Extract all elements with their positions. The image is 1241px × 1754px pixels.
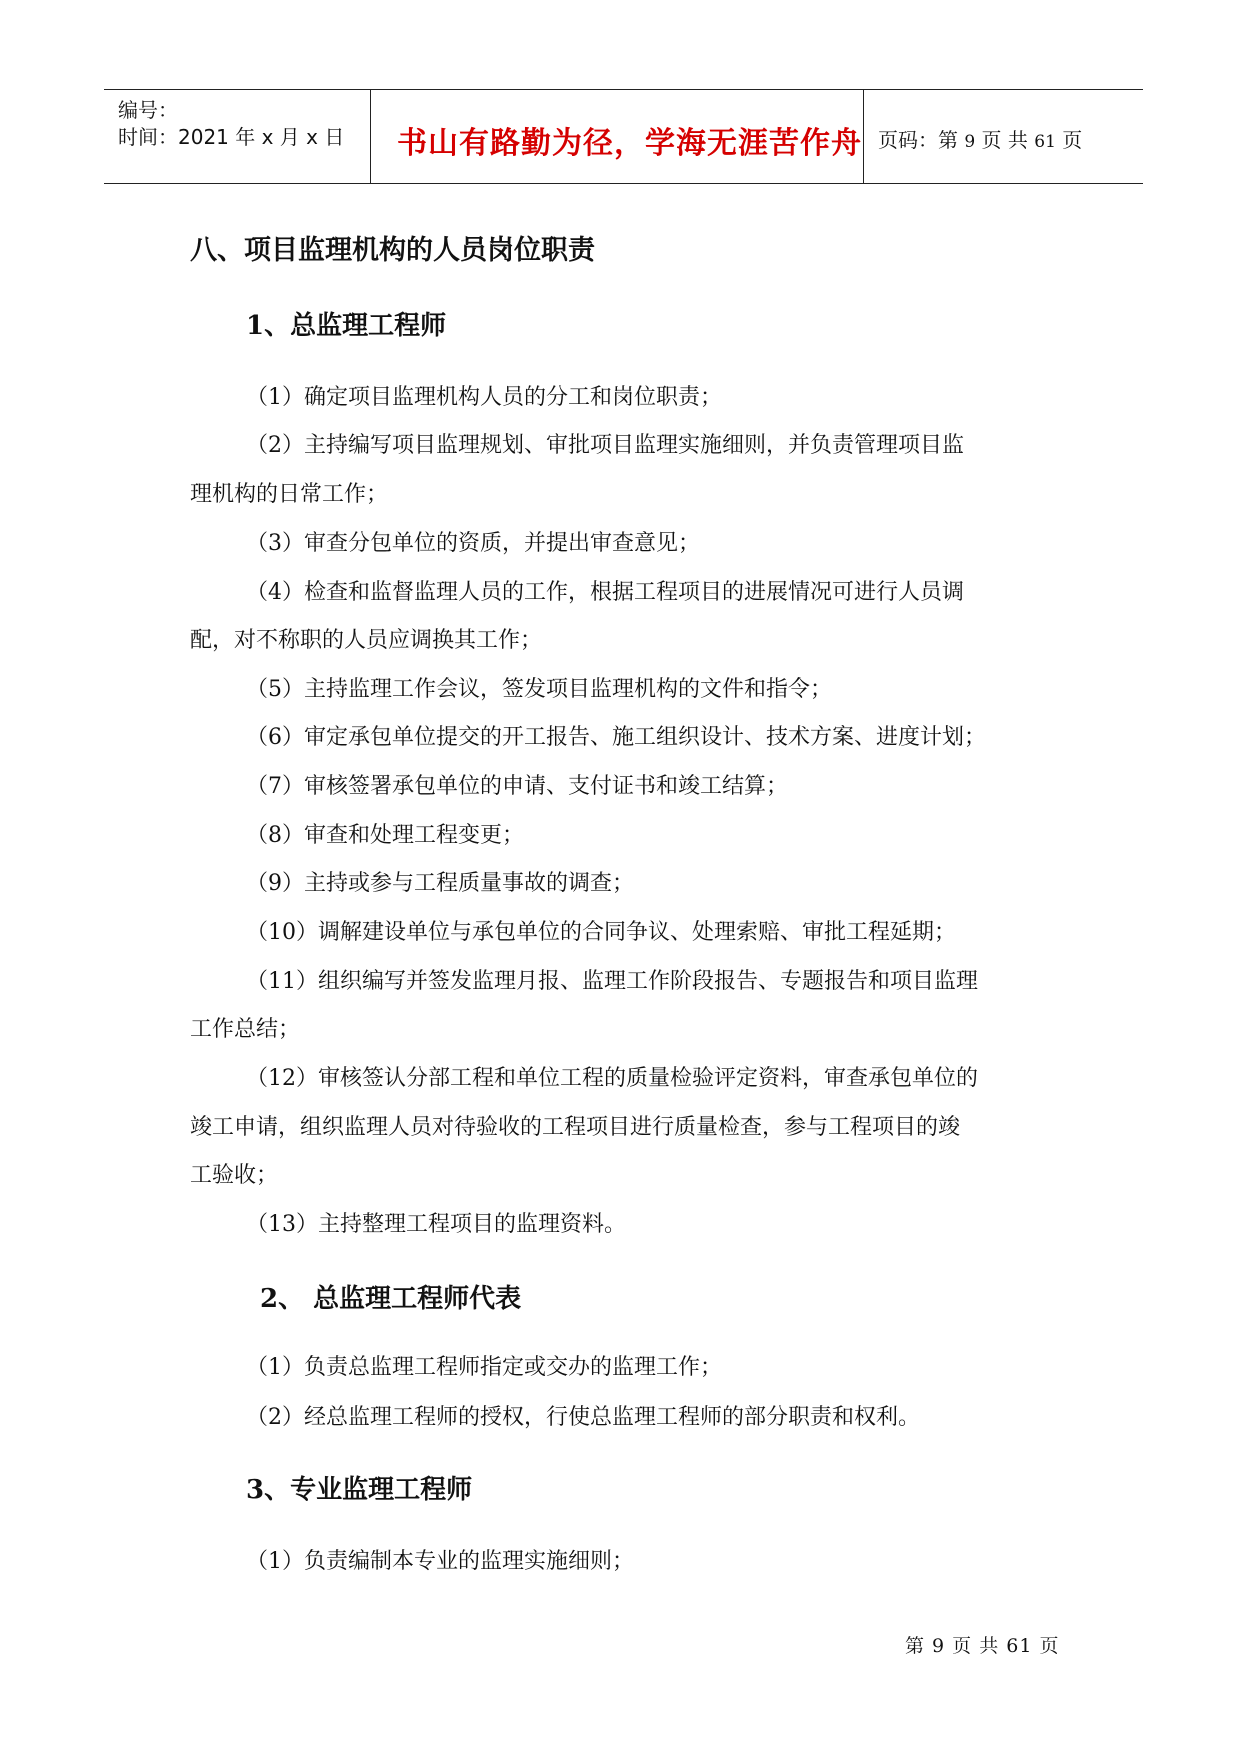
- motto-text: 书山有路勤为径，学海无涯苦作舟: [397, 126, 862, 161]
- paragraph-line: 工验收；: [190, 1163, 279, 1188]
- paragraph-line: （1）确定项目监理机构人员的分工和岗位职责；: [246, 385, 722, 410]
- paragraph-line: 工作总结；: [190, 1017, 301, 1042]
- paragraph-line: 理机构的日常工作；: [190, 482, 389, 507]
- page-prefix: 页码：第: [878, 128, 965, 152]
- page-number: 9: [964, 132, 976, 152]
- number-label: 编号：: [118, 98, 178, 122]
- paragraph-line: 竣工申请，组织监理人员对待验收的工程项目进行质量检查，参与工程项目的竣: [190, 1115, 961, 1140]
- page-mid: 页 共: [975, 128, 1035, 152]
- paragraph-line: （2）经总监理工程师的授权，行使总监理工程师的部分职责和权利。: [246, 1405, 920, 1430]
- paragraph-line: （2）主持编写项目监理规划、审批项目监理实施细则，并负责管理项目监: [246, 433, 964, 458]
- paragraph-line: （6）审定承包单位提交的开工报告、施工组织设计、技术方案、进度计划；: [246, 725, 986, 750]
- paragraph-line: （7）审核签署承包单位的申请、支付证书和竣工结算；: [246, 774, 788, 799]
- document-header: [104, 89, 1143, 184]
- paragraph-line: （4）检查和监督监理人员的工作，根据工程项目的进展情况可进行人员调: [246, 580, 964, 605]
- paragraph-line: （3）审查分包单位的资质，并提出审查意见；: [246, 531, 700, 556]
- paragraph-line: （12）审核签认分部工程和单位工程的质量检验评定资料，审查承包单位的: [246, 1066, 978, 1091]
- paragraph-line: （11）组织编写并签发监理月报、监理工作阶段报告、专题报告和项目监理: [246, 969, 978, 994]
- page-suffix: 页: [1055, 128, 1083, 152]
- paragraph-line: （1）负责编制本专业的监理实施细则；: [246, 1549, 634, 1574]
- paragraph-line: （10）调解建设单位与承包单位的合同争议、处理索赔、审批工程延期；: [246, 920, 956, 945]
- page-info: [878, 124, 1082, 153]
- section-heading-2: 2、 总监理工程师代表: [260, 1284, 522, 1314]
- section-heading-3: 3、专业监理工程师: [246, 1475, 473, 1505]
- paragraph-line: （5）主持监理工作会议，签发项目监理机构的文件和指令；: [246, 677, 832, 702]
- paragraph-line: 配，对不称职的人员应调换其工作；: [190, 628, 543, 653]
- chapter-title: 八、项目监理机构的人员岗位职责: [190, 235, 595, 266]
- header-meta-cell: [104, 90, 371, 183]
- page-footer: 第 9 页 共 61 页: [905, 1635, 1060, 1657]
- page-total: 61: [1034, 132, 1056, 152]
- paragraph-line: （13）主持整理工程项目的监理资料。: [246, 1212, 626, 1237]
- section-heading-1: 1、总监理工程师: [246, 311, 447, 341]
- paragraph-line: （9）主持或参与工程质量事故的调查；: [246, 871, 634, 896]
- header-motto-cell: [371, 90, 864, 183]
- paragraph-line: （1）负责总监理工程师指定或交办的监理工作；: [246, 1355, 722, 1380]
- time-label: 时间：2021 年 x 月 x 日: [118, 125, 345, 149]
- header-page-cell: [864, 90, 1143, 183]
- paragraph-line: （8）审查和处理工程变更；: [246, 823, 524, 848]
